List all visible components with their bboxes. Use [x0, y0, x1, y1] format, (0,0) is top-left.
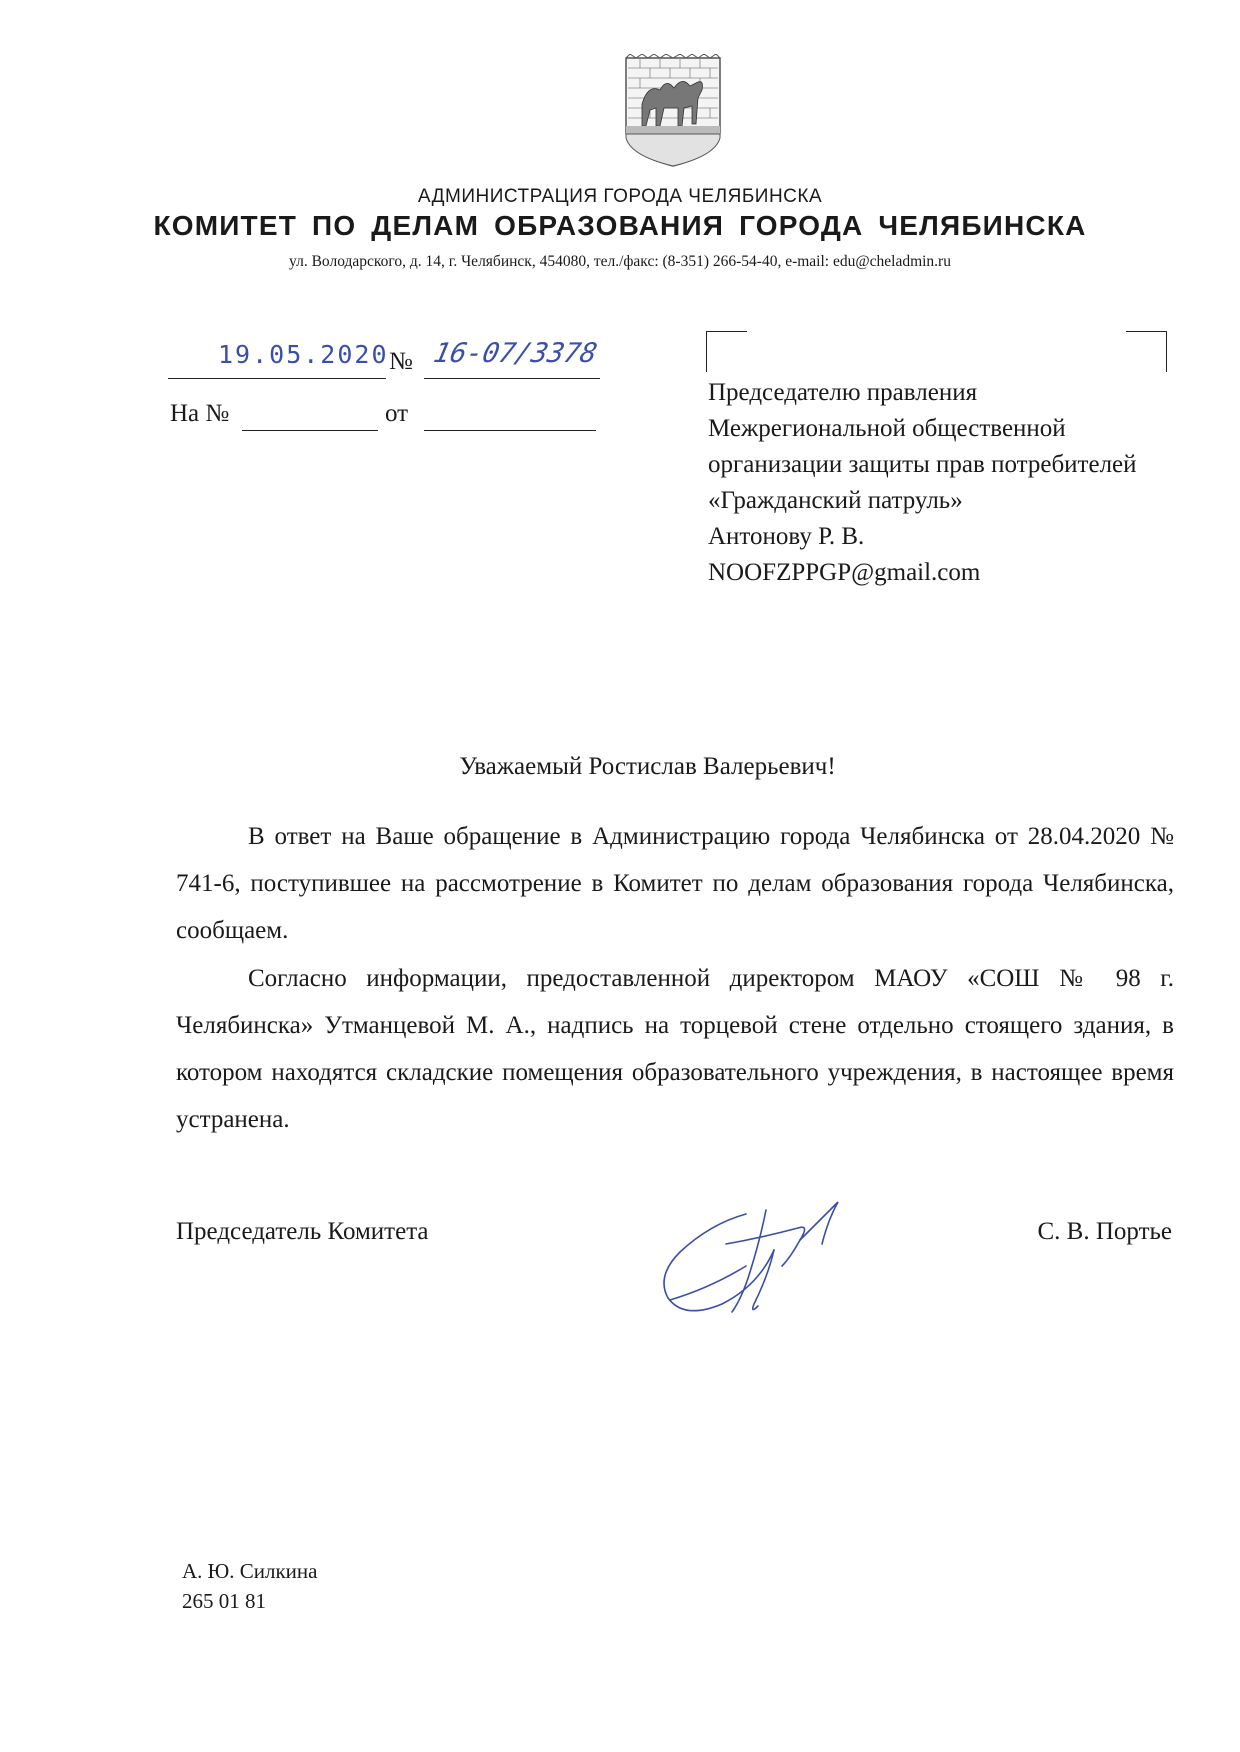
outgoing-number-label: №	[389, 348, 413, 375]
committee-address: ул. Володарского, д. 14, г. Челябинск, 454080, тел./факс: (8-351) 266-54-40, e-mail: edu@cheladmin.ru	[289, 253, 951, 270]
executor-block	[182, 1556, 317, 1616]
addressee-corner-right	[1126, 331, 1167, 372]
addressee-corner-left	[706, 331, 747, 372]
outgoing-date-stamp: 19.05.2020	[218, 340, 389, 369]
addressee-line: Межрегиональной общественной	[708, 415, 1066, 442]
outgoing-number-field	[424, 338, 600, 379]
committee-name: КОМИТЕТ ПО ДЕЛАМ ОБРАЗОВАНИЯ ГОРОДА ЧЕЛЯБИНСКА	[153, 210, 1087, 241]
addressee-line: Антонову Р. В.	[708, 523, 865, 550]
coat-of-arms-icon	[620, 54, 726, 170]
addressee-line: организации защиты прав потребителей	[708, 451, 1137, 478]
addressee-line: «Гражданский патруль»	[708, 487, 963, 514]
addressee-block	[708, 375, 1137, 591]
reference-date-blank	[424, 402, 596, 431]
administration-name: АДМИНИСТРАЦИЯ ГОРОДА ЧЕЛЯБИНСКА	[417, 186, 823, 207]
executor-phone: 265 01 81	[182, 1589, 266, 1613]
addressee-line: Председателю правления	[708, 379, 978, 406]
outgoing-number-handwritten: 16-07/3378	[430, 338, 600, 369]
greeting: Уважаемый Ростислав Валерьевич!	[459, 753, 836, 780]
signatory-name: С. В. Портье	[1037, 1218, 1172, 1245]
reference-date-label: от	[385, 400, 409, 427]
body-paragraph: В ответ на Ваше обращение в Администрацию города Челябинска от 28.04.2020 № 741-6, поступившее на рассмотрение в Комитет по делам образования города Челябинска, сообщаем.	[176, 823, 1174, 944]
body-paragraph: Согласно информации, предоставленной директором МАОУ «СОШ № 98 г. Челябинска» Утманцевой М. А., надпись на торцевой стене отдельно стоящего здания, в котором находятся складские помещения образовательного учреждения, в настоящее время устранена.	[176, 965, 1174, 1133]
addressee-email: NOOFZPPGP@gmail.com	[708, 559, 981, 586]
outgoing-date-field	[168, 338, 389, 379]
handwritten-signature	[650, 1180, 880, 1330]
reference-number-label: На №	[170, 400, 230, 427]
reference-number-blank	[242, 402, 378, 431]
executor-name: А. Ю. Силкина	[182, 1559, 318, 1583]
signatory-title: Председатель Комитета	[176, 1218, 429, 1245]
